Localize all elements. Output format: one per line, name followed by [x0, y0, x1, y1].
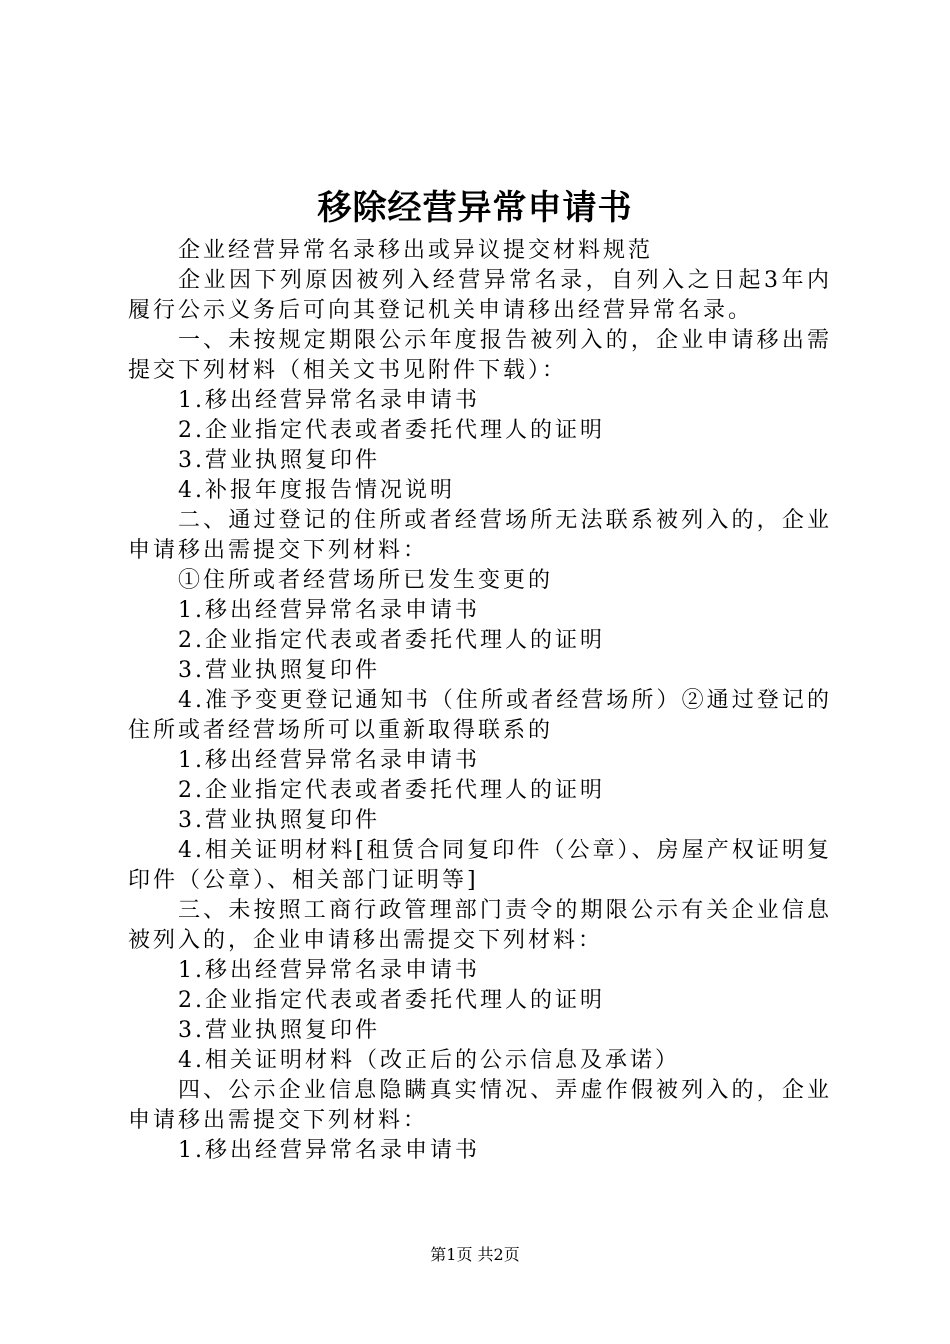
paragraph: 企业因下列原因被列入经营异常名录，自列入之日起3年内履行公示义务后可向其登记机关申请移出经营异常名录。	[128, 268, 832, 323]
list-item: 1.移出经营异常名录申请书	[178, 1138, 480, 1163]
section-heading: 四、公示企业信息隐瞒真实情况、弄虚作假被列入的，企业申请移出需提交下列材料：	[128, 1078, 832, 1133]
document-body	[128, 236, 832, 1166]
list-item: 3.营业执照复印件	[178, 1018, 380, 1043]
list-item: 1.移出经营异常名录申请书	[178, 598, 480, 623]
list-item: 1.移出经营异常名录申请书	[178, 958, 480, 983]
document-title: 移除经营异常申请书	[317, 188, 633, 228]
list-item: 2.企业指定代表或者委托代理人的证明	[178, 628, 605, 653]
list-item: 1.移出经营异常名录申请书	[178, 388, 480, 413]
list-item: 4.准予变更登记通知书（住所或者经营场所）②通过登记的住所或者经营场所可以重新取得联系的	[128, 688, 832, 743]
page-number: 第1页 共2页	[430, 1245, 520, 1264]
sub-heading: ①住所或者经营场所已发生变更的	[178, 568, 554, 593]
list-item: 2.企业指定代表或者委托代理人的证明	[178, 988, 605, 1013]
list-item: 2.企业指定代表或者委托代理人的证明	[178, 778, 605, 803]
paragraph: 企业经营异常名录移出或异议提交材料规范	[178, 238, 654, 263]
section-heading: 二、通过登记的住所或者经营场所无法联系被列入的，企业申请移出需提交下列材料：	[128, 508, 832, 563]
list-item: 4.相关证明材料[租赁合同复印件（公章）、房屋产权证明复印件（公章）、相关部门证明等]	[128, 838, 832, 893]
section-heading: 一、未按规定期限公示年度报告被列入的，企业申请移出需提交下列材料（相关文书见附件下载）：	[128, 328, 832, 383]
list-item: 4.相关证明材料（改正后的公示信息及承诺）	[178, 1048, 680, 1073]
list-item: 3.营业执照复印件	[178, 448, 380, 473]
list-item: 3.营业执照复印件	[178, 808, 380, 833]
list-item: 2.企业指定代表或者委托代理人的证明	[178, 418, 605, 443]
list-item: 3.营业执照复印件	[178, 658, 380, 683]
list-item: 1.移出经营异常名录申请书	[178, 748, 480, 773]
section-heading: 三、未按照工商行政管理部门责令的期限公示有关企业信息被列入的，企业申请移出需提交下列材料：	[128, 898, 832, 953]
list-item: 4.补报年度报告情况说明	[178, 478, 455, 503]
